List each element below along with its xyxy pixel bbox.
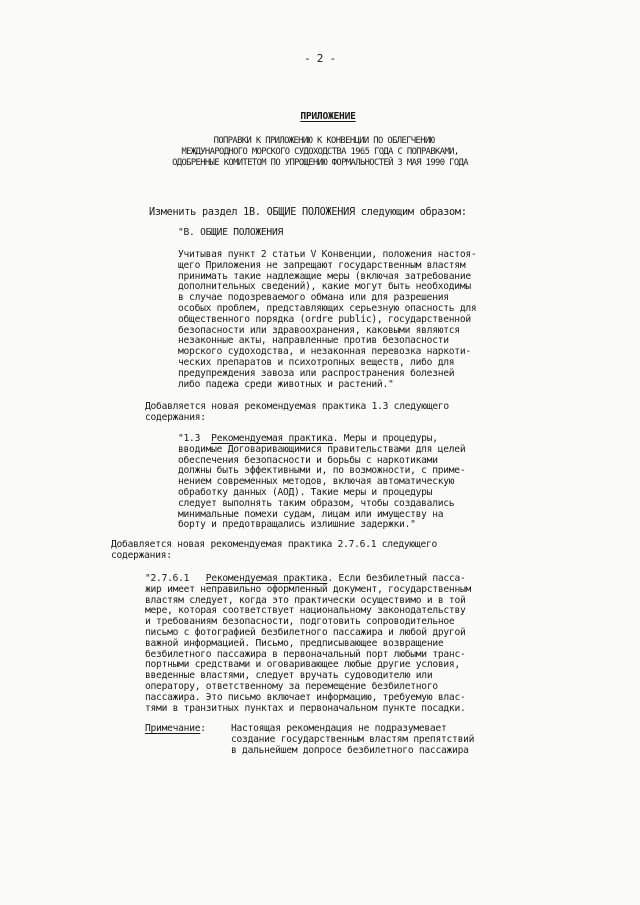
note-colon: :	[200, 723, 206, 734]
text-line: минимальные помехи судам, лицам или имуществу на	[178, 508, 444, 520]
text-line: содержания:	[145, 411, 206, 423]
text-line: нением современных методов, включая автоматическую	[178, 476, 455, 488]
text-line: дополнительных сведений), какие могут быть необходимы	[178, 281, 471, 293]
text-line: пассажира. Это письмо включает информацию, требуемую влас-	[145, 691, 466, 703]
note-label: Примечание	[145, 723, 201, 734]
text-line: ческих препаратов и психотропных веществ, либо для	[178, 357, 455, 368]
document-title: ПРИЛОЖЕНИЕ	[300, 111, 356, 122]
text-line: безопасности или здравоохранения, каковыми являются	[178, 324, 460, 336]
text-line: морского судоходства, и незаконная перевозка наркоти-	[178, 346, 471, 358]
subtitle-line: ОДОБРЕННЫЕ КОМИТЕТОМ ПО УПРОЩЕНИЮ ФОРМАЛЬНОСТЕЙ 3 МАЯ 1990 ГОДА	[172, 158, 468, 168]
text-line: обеспечения безопасности и борьбы с наркотиками	[178, 454, 438, 466]
page-number: - 2 -	[304, 52, 336, 65]
text-line: и требованиям безопасности, подготовить сопроводительное	[145, 616, 455, 628]
subtitle-line: ПОПРАВКИ К ПРИЛОЖЕНИЮ К КОНВЕНЦИИ ПО ОБЛЕГЧЕНИЮ	[213, 136, 435, 146]
text-line: общественного порядка (ordre public), государственной	[178, 313, 471, 325]
text-line: создание государственным властям препятствий	[231, 733, 475, 745]
text-line: властям следует, когда это практически осуществимо и в той	[145, 594, 466, 606]
text-line: следует выполнять таким образом, чтобы создавались	[178, 497, 455, 509]
text-line: принимать такие надлежащие меры (включая затребование	[178, 270, 471, 282]
text-line: портными средствами и оговаривающее любые другие условия,	[145, 659, 460, 671]
text-line: безбилетного пассажира в первоначальный порт любыми транс-	[145, 648, 466, 660]
rp-label: Рекомендуемая практика	[205, 573, 328, 584]
text-line: обработку данных (АОД). Такие меры и процедуры	[178, 487, 433, 498]
text-line: жир имеет неправильно оформленный документ, государственным	[145, 583, 472, 595]
rp-first-rest: . Если безбилетный пасса-	[327, 573, 466, 584]
text-line: Добавляется новая рекомендуемая практика 2.7.6.1 следующего	[111, 539, 438, 550]
text-line: незаконные акты, направленные против безопасности	[178, 335, 449, 347]
rp-number: "2.7.6.1	[145, 573, 190, 584]
text-line: в дальнейшем допросе безбилетного пассажира	[231, 744, 469, 756]
text-line: щего Приложения не запрещают государственным властям	[178, 259, 466, 271]
note-label-line	[145, 724, 206, 735]
text-line: письмо с фотографией безбилетного пассажира и любой другой	[145, 627, 466, 638]
rp-number: "1.3	[178, 433, 201, 444]
text-line: Учитывая пункт 2 статьи V Конвенции, положения настоя-	[178, 249, 477, 260]
text-line: борту и предотвращались излишние задержки."	[178, 519, 416, 531]
rp-label: Рекомендуемая практика	[211, 433, 333, 444]
text-line: тями в транзитных пунктах и первоначальном пункте посадки.	[145, 702, 466, 714]
intro-amend-section: Изменить раздел 1В. ОБЩИЕ ПОЛОЖЕНИЯ следующим образом:	[149, 207, 467, 218]
section-b-heading: "В. ОБЩИЕ ПОЛОЖЕНИЯ	[178, 227, 283, 238]
text-line: в случае подозреваемого обмана или для разрешения	[178, 292, 449, 304]
text-line: важной информацией. Письмо, предписывающее возвращение	[145, 637, 444, 649]
text-line: вводимые Договаривающимися правительствами для целей	[178, 443, 466, 455]
text-line: предупреждения завоза или распространения болезней	[178, 367, 455, 379]
text-line: оператору, ответственному за перемещение безбилетного	[145, 681, 438, 692]
rp-first-rest: . Меры и процедуры,	[332, 433, 438, 444]
text-line: либо падежа среди животных и растений."	[178, 378, 394, 390]
text-line: должны быть эффективными и, по возможности, с приме-	[178, 465, 466, 477]
text-line: содержания:	[111, 549, 172, 561]
subtitle-line: МЕЖДУНАРОДНОГО МОРСКОГО СУДОХОДСТВА 1965 ГОДА С ПОПРАВКАМИ,	[181, 147, 459, 157]
text-line: мере, которая соответствует национальному законодательству	[145, 605, 466, 617]
text-line: особых проблем, представляющих серьезную опасность для	[178, 303, 477, 314]
text-line: Настоящая рекомендация не подразумевает	[231, 723, 447, 734]
text-line: Добавляется новая рекомендуемая практика 1.3 следующего	[145, 401, 449, 412]
text-line: введенные властями, следует вручать судоводителю или	[145, 670, 433, 682]
